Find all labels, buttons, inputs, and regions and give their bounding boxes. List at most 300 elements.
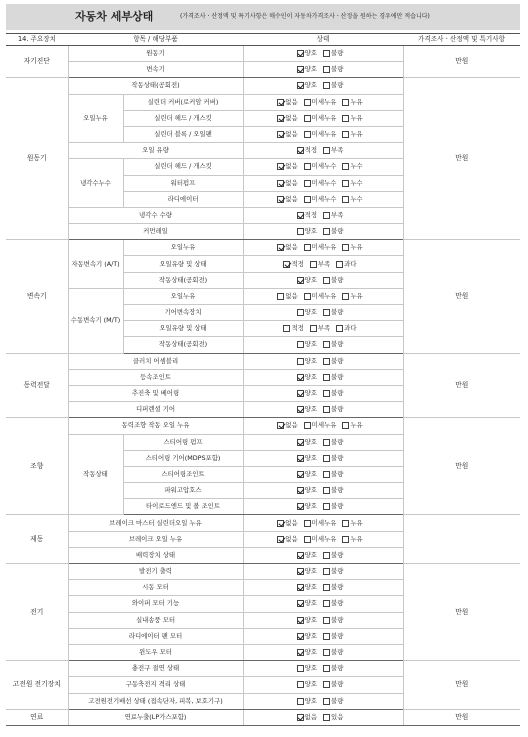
empty-checkbox-icon[interactable] [323, 212, 330, 219]
option-label: 누유 [350, 534, 363, 543]
empty-checkbox-icon[interactable] [342, 131, 349, 138]
state-option[interactable] [323, 305, 343, 320]
state-options [243, 450, 403, 466]
table-row [6, 418, 520, 434]
empty-checkbox-icon[interactable] [323, 681, 330, 688]
option-label: 불량 [331, 567, 344, 576]
state-options [243, 337, 403, 353]
state-option[interactable] [297, 386, 317, 401]
device-group-label: 조향 [6, 418, 68, 515]
empty-checkbox-icon[interactable] [323, 50, 330, 57]
empty-checkbox-icon[interactable] [304, 180, 311, 187]
empty-checkbox-icon[interactable] [323, 552, 330, 559]
state-option[interactable] [323, 386, 343, 401]
option-label: 불량 [331, 308, 344, 317]
option-label: 불량 [331, 49, 344, 58]
empty-checkbox-icon[interactable] [283, 325, 290, 332]
empty-checkbox-icon[interactable] [342, 180, 349, 187]
empty-checkbox-icon[interactable] [323, 455, 330, 462]
empty-checkbox-icon[interactable] [323, 390, 330, 397]
state-option[interactable] [342, 159, 362, 174]
part-item: 타이로드엔드 및 볼 조인트 [123, 499, 243, 515]
state-option[interactable] [297, 78, 317, 93]
option-label: 불량 [331, 453, 344, 462]
table-row [6, 353, 520, 369]
state-option[interactable] [304, 176, 337, 191]
empty-checkbox-icon[interactable] [323, 358, 330, 365]
empty-checkbox-icon[interactable] [304, 196, 311, 203]
part-item: 동력조향 작동 오일 누유 [68, 418, 243, 434]
empty-checkbox-icon[interactable] [323, 600, 330, 607]
empty-checkbox-icon[interactable] [304, 163, 311, 170]
option-label: 없음 [285, 113, 298, 122]
state-option[interactable] [323, 694, 343, 709]
state-option[interactable] [323, 78, 343, 93]
empty-checkbox-icon[interactable] [323, 439, 330, 446]
state-option[interactable] [297, 354, 317, 369]
state-option[interactable] [304, 192, 337, 207]
option-label: 양호 [304, 405, 318, 414]
state-option[interactable] [297, 337, 317, 352]
option-label: 불량 [331, 680, 344, 689]
checked-checkbox-icon[interactable] [297, 50, 304, 57]
state-option[interactable] [323, 208, 343, 223]
empty-checkbox-icon[interactable] [304, 293, 311, 300]
option-label: 누수 [350, 194, 363, 203]
price-cell[interactable]: 만원 [403, 564, 520, 661]
state-option[interactable] [297, 451, 317, 466]
state-option[interactable] [336, 257, 356, 272]
part-item: 시동 모터 [68, 580, 243, 596]
table-body [6, 46, 520, 726]
empty-checkbox-icon[interactable] [342, 196, 349, 203]
empty-checkbox-icon[interactable] [323, 228, 330, 235]
option-label: 불량 [331, 405, 344, 414]
option-label: 양호 [304, 631, 318, 640]
state-option[interactable] [323, 629, 343, 644]
checked-checkbox-icon[interactable] [297, 649, 304, 656]
state-option[interactable] [304, 111, 337, 126]
state-option[interactable] [297, 596, 317, 611]
part-item: 오일유량 및 상태 [123, 321, 243, 337]
state-option[interactable] [297, 580, 317, 595]
part-item: 작동상태(공회전) [68, 78, 243, 94]
state-option[interactable] [277, 159, 297, 174]
state-option[interactable] [283, 257, 303, 272]
state-option[interactable] [323, 613, 343, 628]
part-item: 냉각수 수량 [68, 207, 243, 223]
option-label: 양호 [304, 469, 318, 478]
empty-checkbox-icon[interactable] [323, 374, 330, 381]
main-devices-table [6, 33, 520, 726]
sheet-title: 자동차 세부상태 [75, 10, 154, 23]
empty-checkbox-icon[interactable] [297, 681, 304, 688]
table-header-row [6, 34, 520, 46]
option-label: 양호 [304, 437, 318, 446]
state-option[interactable] [297, 208, 317, 223]
state-option[interactable] [323, 564, 343, 579]
state-option[interactable] [342, 111, 362, 126]
state-option[interactable] [297, 370, 317, 385]
state-option[interactable] [342, 192, 362, 207]
option-label: 양호 [304, 502, 318, 511]
state-option[interactable] [323, 451, 343, 466]
empty-checkbox-icon[interactable] [323, 568, 330, 575]
option-label: 미세누유 [311, 534, 337, 543]
device-group-label: 연료 [6, 709, 68, 725]
empty-checkbox-icon[interactable] [310, 261, 317, 268]
state-option[interactable] [342, 240, 362, 255]
state-option[interactable] [277, 111, 297, 126]
part-item: 스티어링 기어(MDPS포함) [123, 450, 243, 466]
empty-checkbox-icon[interactable] [336, 325, 343, 332]
option-label: 양호 [304, 81, 318, 90]
checked-checkbox-icon[interactable] [277, 180, 284, 187]
empty-checkbox-icon[interactable] [323, 633, 330, 640]
state-option[interactable] [297, 402, 317, 417]
state-option[interactable] [310, 321, 330, 336]
state-option[interactable] [323, 499, 343, 514]
table-row [6, 78, 520, 94]
empty-checkbox-icon[interactable] [304, 422, 311, 429]
checked-checkbox-icon[interactable] [297, 584, 304, 591]
empty-checkbox-icon[interactable] [304, 244, 311, 251]
checked-checkbox-icon[interactable] [297, 406, 304, 413]
state-options [243, 353, 403, 369]
state-option[interactable] [336, 321, 356, 336]
empty-checkbox-icon[interactable] [323, 617, 330, 624]
empty-checkbox-icon[interactable] [323, 471, 330, 478]
state-option[interactable] [304, 127, 337, 142]
empty-checkbox-icon[interactable] [297, 358, 304, 365]
checked-checkbox-icon[interactable] [297, 600, 304, 607]
empty-checkbox-icon[interactable] [323, 584, 330, 591]
state-option[interactable] [283, 321, 303, 336]
state-option[interactable] [323, 596, 343, 611]
empty-checkbox-icon[interactable] [323, 487, 330, 494]
option-label: 없음 [285, 97, 298, 106]
part-item: 스티어링조인트 [123, 466, 243, 482]
option-label: 양호 [304, 680, 318, 689]
checked-checkbox-icon[interactable] [297, 552, 304, 559]
empty-checkbox-icon[interactable] [323, 66, 330, 73]
state-option[interactable] [297, 677, 317, 692]
checked-checkbox-icon[interactable] [277, 99, 284, 106]
empty-checkbox-icon[interactable] [323, 277, 330, 284]
option-label: 누유 [350, 130, 363, 139]
checked-checkbox-icon[interactable] [297, 633, 304, 640]
state-option[interactable] [277, 418, 297, 433]
checked-checkbox-icon[interactable] [297, 439, 304, 446]
option-label: 불량 [331, 502, 344, 511]
empty-checkbox-icon[interactable] [342, 244, 349, 251]
device-group-label: 제동 [6, 515, 68, 564]
state-option[interactable] [323, 710, 343, 725]
state-option[interactable] [323, 548, 343, 563]
part-item: 오일누유 [123, 240, 243, 256]
empty-checkbox-icon[interactable] [342, 536, 349, 543]
checked-checkbox-icon[interactable] [297, 212, 304, 219]
state-option[interactable] [342, 532, 362, 547]
empty-checkbox-icon[interactable] [297, 665, 304, 672]
empty-checkbox-icon[interactable] [323, 665, 330, 672]
state-option[interactable] [297, 629, 317, 644]
empty-checkbox-icon[interactable] [304, 99, 311, 106]
empty-checkbox-icon[interactable] [297, 228, 304, 235]
state-option[interactable] [323, 46, 343, 61]
part-item: 와이퍼 모터 기능 [68, 596, 243, 612]
option-label: 누수 [350, 162, 363, 171]
option-label: 적정 [291, 324, 304, 333]
state-option[interactable] [323, 645, 343, 660]
checked-checkbox-icon[interactable] [297, 455, 304, 462]
state-option[interactable] [342, 516, 362, 531]
checked-checkbox-icon[interactable] [277, 536, 284, 543]
option-label: 미세누수 [311, 162, 337, 171]
checked-checkbox-icon[interactable] [277, 131, 284, 138]
option-label: 불량 [331, 275, 344, 284]
option-label: 누유 [350, 243, 363, 252]
state-option[interactable] [297, 564, 317, 579]
state-option[interactable] [297, 710, 317, 725]
option-label: 없음 [285, 243, 298, 252]
empty-checkbox-icon[interactable] [277, 293, 284, 300]
state-option[interactable] [323, 402, 343, 417]
empty-checkbox-icon[interactable] [304, 536, 311, 543]
price-cell[interactable]: 만원 [403, 46, 520, 78]
state-options [243, 612, 403, 628]
state-option[interactable] [277, 127, 297, 142]
table-row [6, 564, 520, 580]
state-option[interactable] [277, 289, 297, 304]
checked-checkbox-icon[interactable] [277, 520, 284, 527]
state-options [243, 466, 403, 482]
part-item: 디퍼렌셜 기어 [68, 402, 243, 418]
state-option[interactable] [342, 176, 362, 191]
empty-checkbox-icon[interactable] [323, 714, 330, 721]
sub-group-label: 수동변속기 (M/T) [68, 288, 123, 353]
part-item: 커먼레일 [68, 224, 243, 240]
state-option[interactable] [342, 418, 362, 433]
state-option[interactable] [277, 176, 297, 191]
state-option[interactable] [297, 62, 317, 77]
empty-checkbox-icon[interactable] [323, 82, 330, 89]
empty-checkbox-icon[interactable] [336, 261, 343, 268]
state-option[interactable] [304, 418, 337, 433]
state-option[interactable] [297, 143, 317, 158]
state-option[interactable] [297, 273, 317, 288]
state-options [243, 644, 403, 660]
option-label: 양호 [304, 615, 318, 624]
state-option[interactable] [323, 580, 343, 595]
empty-checkbox-icon[interactable] [323, 503, 330, 510]
price-cell[interactable]: 만원 [403, 353, 520, 418]
state-options [243, 531, 403, 547]
state-option[interactable] [323, 661, 343, 676]
checked-checkbox-icon[interactable] [297, 568, 304, 575]
state-option[interactable] [323, 224, 343, 239]
option-label: 불량 [331, 648, 344, 657]
price-cell[interactable]: 만원 [403, 240, 520, 353]
empty-checkbox-icon[interactable] [323, 649, 330, 656]
state-option[interactable] [304, 159, 337, 174]
checked-checkbox-icon[interactable] [297, 503, 304, 510]
option-label: 불량 [331, 599, 344, 608]
part-item: 실내송풍 모터 [68, 612, 243, 628]
empty-checkbox-icon[interactable] [310, 325, 317, 332]
table-row [6, 709, 520, 725]
state-option[interactable] [304, 289, 337, 304]
state-option[interactable] [277, 516, 297, 531]
option-label: 미세누수 [311, 194, 337, 203]
option-label: 적정 [291, 259, 304, 268]
checked-checkbox-icon[interactable] [277, 115, 284, 122]
price-cell[interactable] [403, 515, 520, 564]
state-option[interactable] [297, 46, 317, 61]
state-option[interactable] [297, 483, 317, 498]
state-option[interactable] [323, 467, 343, 482]
state-option[interactable] [323, 483, 343, 498]
state-option[interactable] [297, 661, 317, 676]
checked-checkbox-icon[interactable] [277, 163, 284, 170]
empty-checkbox-icon[interactable] [297, 309, 304, 316]
option-label: 양호 [304, 696, 318, 705]
part-item: 실린더 헤드 / 개스킷 [123, 159, 243, 175]
checked-checkbox-icon[interactable] [277, 196, 284, 203]
state-option[interactable] [297, 613, 317, 628]
state-option[interactable] [304, 95, 337, 110]
option-label: 불량 [331, 486, 344, 495]
state-option[interactable] [297, 645, 317, 660]
empty-checkbox-icon[interactable] [323, 309, 330, 316]
state-option[interactable] [277, 192, 297, 207]
empty-checkbox-icon[interactable] [342, 293, 349, 300]
state-options [243, 207, 403, 223]
state-option[interactable] [310, 257, 330, 272]
state-option[interactable] [323, 337, 343, 352]
state-option[interactable] [277, 532, 297, 547]
state-option[interactable] [304, 532, 337, 547]
state-option[interactable] [323, 62, 343, 77]
checked-checkbox-icon[interactable] [277, 422, 284, 429]
state-options [243, 434, 403, 450]
option-label: 부족 [317, 259, 331, 268]
option-label: 불량 [331, 340, 344, 349]
price-cell[interactable]: 만원 [403, 661, 520, 710]
checked-checkbox-icon[interactable] [297, 390, 304, 397]
state-option[interactable] [342, 289, 362, 304]
empty-checkbox-icon[interactable] [323, 698, 330, 705]
empty-checkbox-icon[interactable] [297, 341, 304, 348]
table-row [6, 46, 520, 62]
state-option[interactable] [323, 435, 343, 450]
empty-checkbox-icon[interactable] [323, 406, 330, 413]
empty-checkbox-icon[interactable] [323, 341, 330, 348]
state-options [243, 191, 403, 207]
option-label: 미세누유 [311, 518, 337, 527]
empty-checkbox-icon[interactable] [342, 520, 349, 527]
state-option[interactable] [304, 240, 337, 255]
checked-checkbox-icon[interactable] [297, 471, 304, 478]
state-option[interactable] [297, 548, 317, 563]
state-options [243, 305, 403, 321]
state-option[interactable] [323, 273, 343, 288]
checked-checkbox-icon[interactable] [297, 374, 304, 381]
state-option[interactable] [342, 95, 362, 110]
checked-checkbox-icon[interactable] [297, 714, 304, 721]
option-label: 불량 [331, 389, 344, 398]
empty-checkbox-icon[interactable] [304, 520, 311, 527]
part-item: 충전구 절연 상태 [68, 661, 243, 677]
empty-checkbox-icon[interactable] [297, 698, 304, 705]
option-label: 양호 [304, 583, 318, 592]
part-item: 작동상태(공회전) [123, 337, 243, 353]
state-option[interactable] [297, 694, 317, 709]
checked-checkbox-icon[interactable] [297, 82, 304, 89]
option-label: 있음 [331, 712, 344, 721]
empty-checkbox-icon[interactable] [342, 99, 349, 106]
state-option[interactable] [297, 499, 317, 514]
price-cell[interactable]: 만원 [403, 418, 520, 515]
state-option[interactable] [297, 305, 317, 320]
checked-checkbox-icon[interactable] [277, 244, 284, 251]
checked-checkbox-icon[interactable] [283, 261, 290, 268]
empty-checkbox-icon[interactable] [342, 163, 349, 170]
state-option[interactable] [304, 516, 337, 531]
part-item: 브레이크 마스터 실린더오일 누유 [68, 515, 243, 531]
option-label: 미세누유 [311, 97, 337, 106]
device-group-label: 변속기 [6, 240, 68, 353]
state-option[interactable] [297, 467, 317, 482]
checked-checkbox-icon[interactable] [297, 66, 304, 73]
option-label: 미세누유 [311, 291, 337, 300]
option-label: 없음 [285, 178, 298, 187]
empty-checkbox-icon[interactable] [342, 115, 349, 122]
empty-checkbox-icon[interactable] [342, 422, 349, 429]
sheet-subtitle: (가격조사ㆍ산정액 및 특기사항은 매수인이 자동차가격조사ㆍ산정을 원하는 경우에만 적습니다) [180, 13, 430, 20]
state-option[interactable] [297, 435, 317, 450]
checked-checkbox-icon[interactable] [297, 277, 304, 284]
option-label: 불량 [331, 437, 344, 446]
header-main-device: 14. 주요장치 [6, 34, 68, 46]
state-option[interactable] [297, 224, 317, 239]
empty-checkbox-icon[interactable] [323, 147, 330, 154]
part-item: 라디에이터 [123, 191, 243, 207]
option-label: 불량 [331, 696, 344, 705]
state-option[interactable] [277, 95, 297, 110]
state-options [243, 564, 403, 580]
price-cell[interactable]: 만원 [403, 78, 520, 240]
state-option[interactable] [342, 127, 362, 142]
state-option[interactable] [323, 354, 343, 369]
option-label: 없음 [285, 534, 298, 543]
empty-checkbox-icon[interactable] [304, 115, 311, 122]
state-options [243, 596, 403, 612]
option-label: 불량 [331, 631, 344, 640]
checked-checkbox-icon[interactable] [297, 617, 304, 624]
option-label: 양호 [304, 648, 318, 657]
price-cell[interactable]: 만원 [403, 709, 520, 725]
part-item: 연료누출(LP가스포함) [68, 709, 243, 725]
state-option[interactable] [323, 370, 343, 385]
state-option[interactable] [277, 240, 297, 255]
checked-checkbox-icon[interactable] [297, 147, 304, 154]
empty-checkbox-icon[interactable] [304, 131, 311, 138]
state-option[interactable] [323, 677, 343, 692]
checked-checkbox-icon[interactable] [297, 487, 304, 494]
option-label: 양호 [304, 308, 318, 317]
state-option[interactable] [323, 143, 343, 158]
